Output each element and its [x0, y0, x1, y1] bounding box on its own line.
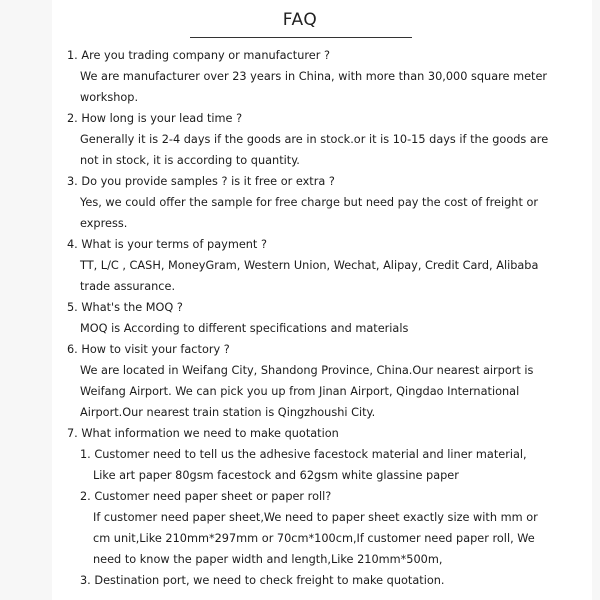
faq-answer-line: Generally it is 2-4 days if the goods are in stock.or it is 10-15 days if the goods are	[80, 133, 549, 146]
faq-subitem-line: need to know the paper width and length,Like 210mm*500m,	[93, 553, 443, 566]
faq-answer-line: TT, L/C , CASH, MoneyGram, Western Union, Wechat, Alipay, Credit Card, Alibaba	[80, 259, 539, 272]
faq-answer-line: Yes, we could offer the sample for free charge but need pay the cost of freight or	[80, 196, 539, 209]
faq-answer-line: trade assurance.	[80, 280, 176, 293]
faq-subitem-1: 1. Customer need to tell us the adhesive facestock material and liner material,	[80, 448, 527, 461]
faq-question-1: 1. Are you trading company or manufacturer ?	[67, 49, 330, 62]
page-title: FAQ	[282, 10, 318, 30]
faq-answer-line: We are located in Weifang City, Shandong Province, China.Our nearest airport is	[80, 364, 534, 377]
faq-question-7: 7. What information we need to make quotation	[67, 427, 339, 440]
faq-question-6: 6. How to visit your factory ?	[67, 343, 230, 356]
faq-answer-line: not in stock, it is according to quantity.	[80, 154, 300, 167]
faq-answer-line: MOQ is According to different specifications and materials	[80, 322, 409, 335]
faq-subitem-2: 2. Customer need paper sheet or paper roll?	[80, 490, 332, 503]
faq-question-3: 3. Do you provide samples ? is it free or extra ?	[67, 175, 335, 188]
faq-subitem-3: 3. Destination port, we need to check freight to make quotation.	[80, 574, 445, 587]
faq-subitem-line: Like art paper 80gsm facestock and 62gsm white glassine paper	[93, 469, 459, 482]
faq-question-2: 2. How long is your lead time ?	[67, 112, 243, 125]
faq-answer-line: Weifang Airport. We can pick you up from Jinan Airport, Qingdao International	[80, 385, 520, 398]
faq-answer-line: We are manufacturer over 23 years in China, with more than 30,000 square meter	[80, 70, 548, 83]
faq-answer-line: Airport.Our nearest train station is Qingzhoushi City.	[80, 406, 376, 419]
faq-question-4: 4. What is your terms of payment ?	[67, 238, 267, 251]
faq-answer-line: workshop.	[80, 91, 139, 104]
faq-subitem-line: If customer need paper sheet,We need to paper sheet exactly size with mm or	[93, 511, 538, 524]
faq-answer-line: express.	[80, 217, 128, 230]
faq-subitem-line: cm unit,Like 210mm*297mm or 70cm*100cm,If customer need paper roll, We	[93, 532, 535, 545]
faq-question-5: 5. What's the MOQ ?	[67, 301, 183, 314]
